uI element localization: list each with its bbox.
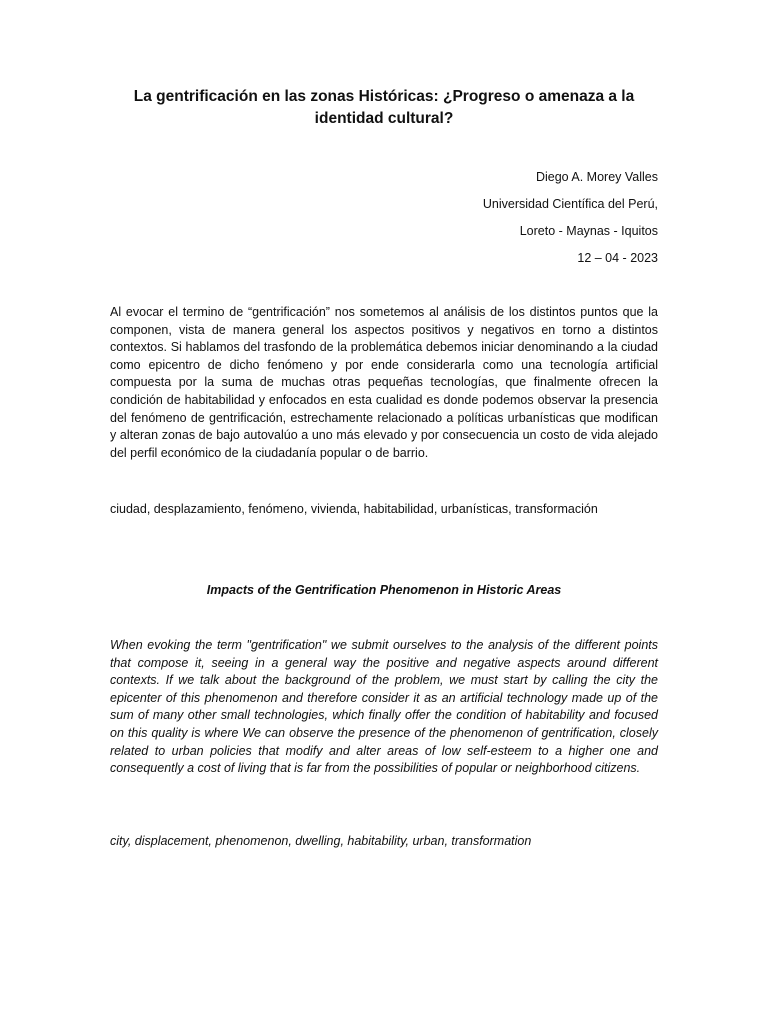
author-name: Diego A. Morey Valles	[535, 170, 658, 184]
keywords-english: city, displacement, phenomenon, dwelling, habitability, urban, transformation	[110, 834, 532, 848]
author-location: Loreto - Maynas - Iquitos	[519, 224, 658, 238]
keywords-spanish: ciudad, desplazamiento, fenómeno, vivienda, habitabilidad, urbanísticas, transformación	[110, 502, 598, 516]
paper-title-english: Impacts of the Gentrification Phenomenon in Historic Areas	[206, 583, 562, 597]
paper-title-spanish: La gentrificación en las zonas Históricas: ¿Progreso o amenaza a la identidad cultural?	[133, 88, 635, 127]
author-institution: Universidad Científica del Perú,	[482, 197, 658, 211]
abstract-english: When evoking the term "gentrification" we submit ourselves to the analysis of the different points that compose it, seeing in a general way the positive and negative aspects around different contexts. If we talk about the background of the problem, we must start by calling the city the epicenter of this phenomenon and therefore consider it as an artificial technology made up of the sum of many other small technologies, which finally offer the condition of habitability and focused on this quality is where We can observe the presence of the phenomenon of gentrification, closely related to urban policies that modify and alter areas of low self-esteem to a higher one and consequently a cost of living that is far from the possibilities of popular or neighborhood citizens.	[110, 638, 658, 776]
author-date: 12 – 04 - 2023	[577, 251, 658, 265]
abstract-spanish: Al evocar el termino de “gentrificación” nos sometemos al análisis de los distintos puntos que la componen, vista de manera general los aspectos positivos y negativos en torno a distintos contextos. Si hablamos del trasfondo de la problemática debemos iniciar denominando a la ciudad como epicentro de dicho fenómeno y por ende considerarla como una tecnología artificial compuesta por la suma de muchas otras pequeñas tecnologías, que finalmente ofrecen la condición de habitabilidad y enfocados en esta cualidad es donde podemos observar la presencia del fenómeno de gentrificación, estrechamente relacionado a políticas urbanísticas que modifican y alteran zonas de bajo autovalúo a uno más elevado y por consecuencia un costo de vida alejado del perfil económico de la ciudadanía popular o de barrio.	[110, 305, 658, 460]
